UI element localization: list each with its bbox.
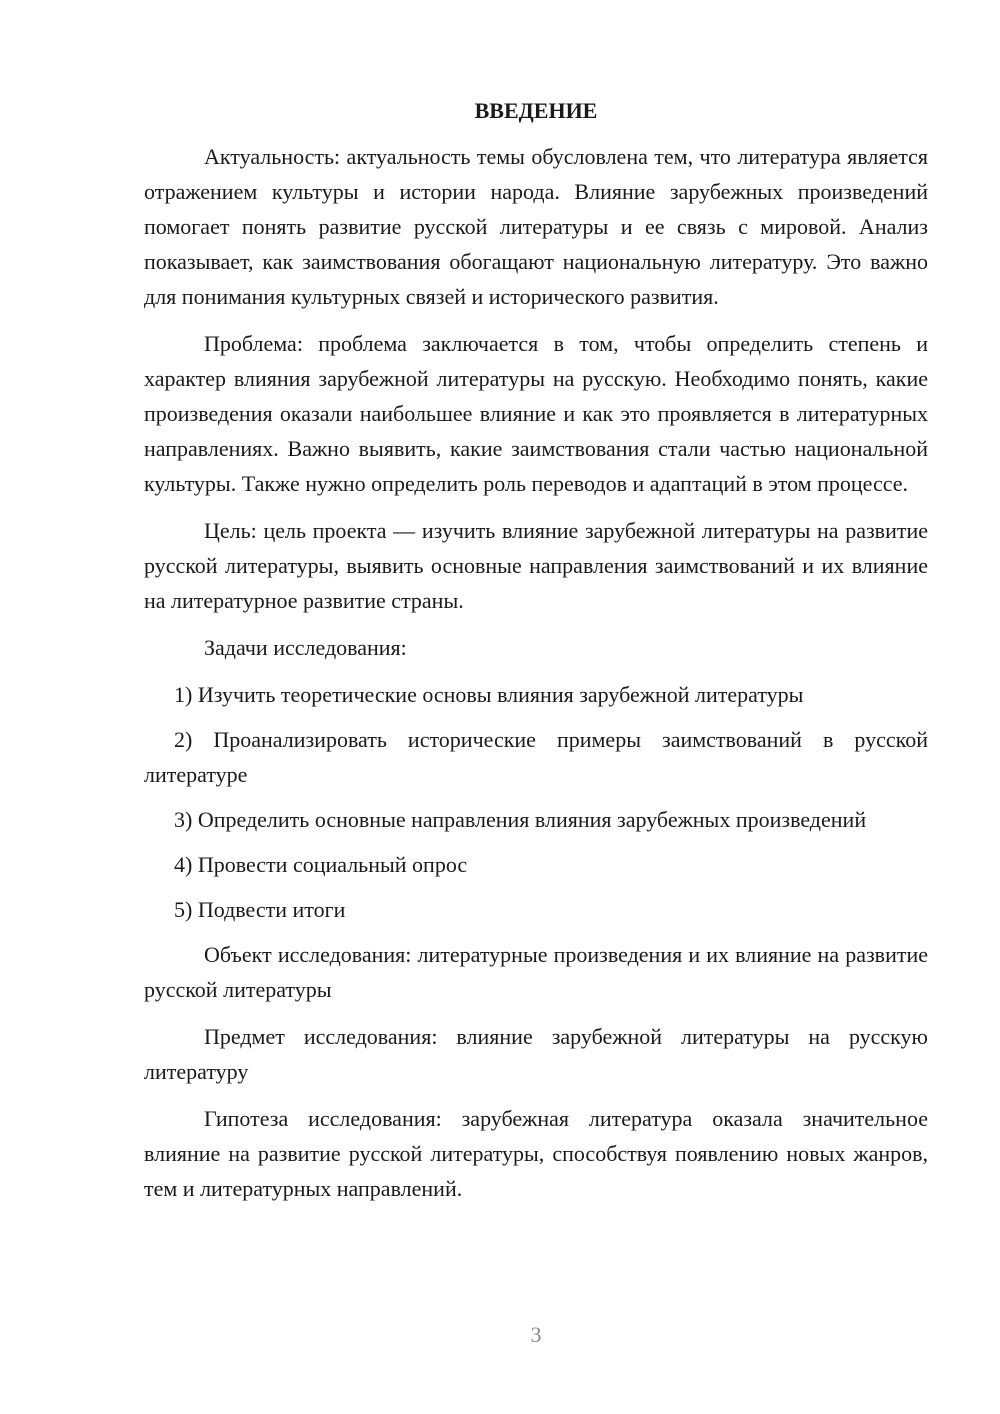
task-item: 2) Проанализировать исторические примеры заимствований в русской литературе [144, 727, 928, 787]
hypothesis-paragraph: Гипотеза исследования: зарубежная литература оказала значительное влияние на развитие русской литературы, способствуя появлению новых жанров, тем и литературных направлений. [144, 1106, 928, 1201]
task-item: 5) Подвести итоги [174, 897, 346, 922]
tasks-heading: Задачи исследования: [204, 635, 407, 660]
task-item: 4) Провести социальный опрос [174, 852, 468, 877]
page-number: 3 [530, 1322, 542, 1347]
goal-paragraph: Цель: цель проекта — изучить влияние зарубежной литературы на развитие русской литературы, выявить основные направления заимствований и их влияние на литературное развитие страны. [144, 518, 928, 613]
page-title: ВВЕДЕНИЕ [474, 98, 598, 123]
task-item: 3) Определить основные направления влияния зарубежных произведений [174, 807, 867, 832]
problem-paragraph: Проблема: проблема заключается в том, чтобы определить степень и характер влияния зарубежной литературы на русскую. Необходимо понять, какие произведения оказали наибольшее влияние и как это проявляется в литературных направлениях. Важно выявить, какие заимствования стали частью национальной культуры. Также нужно определить роль переводов и адаптаций в этом процессе. [144, 331, 928, 496]
page-content [144, 96, 928, 1218]
tasks-list [144, 677, 928, 927]
task-item: 1) Изучить теоретические основы влияния зарубежной литературы [174, 682, 804, 707]
relevance-paragraph: Актуальность: актуальность темы обусловлена тем, что литература является отражением культуры и истории народа. Влияние зарубежных произведений помогает понять развитие русской литературы и ее связь с мировой. Анализ показывает, как заимствования обогащают национальную литературу. Это важно для понимания культурных связей и исторического развития. [144, 144, 928, 309]
object-paragraph: Объект исследования: литературные произведения и их влияние на развитие русской литературы [144, 942, 928, 1002]
subject-paragraph: Предмет исследования: влияние зарубежной литературы на русскую литературу [144, 1024, 928, 1084]
